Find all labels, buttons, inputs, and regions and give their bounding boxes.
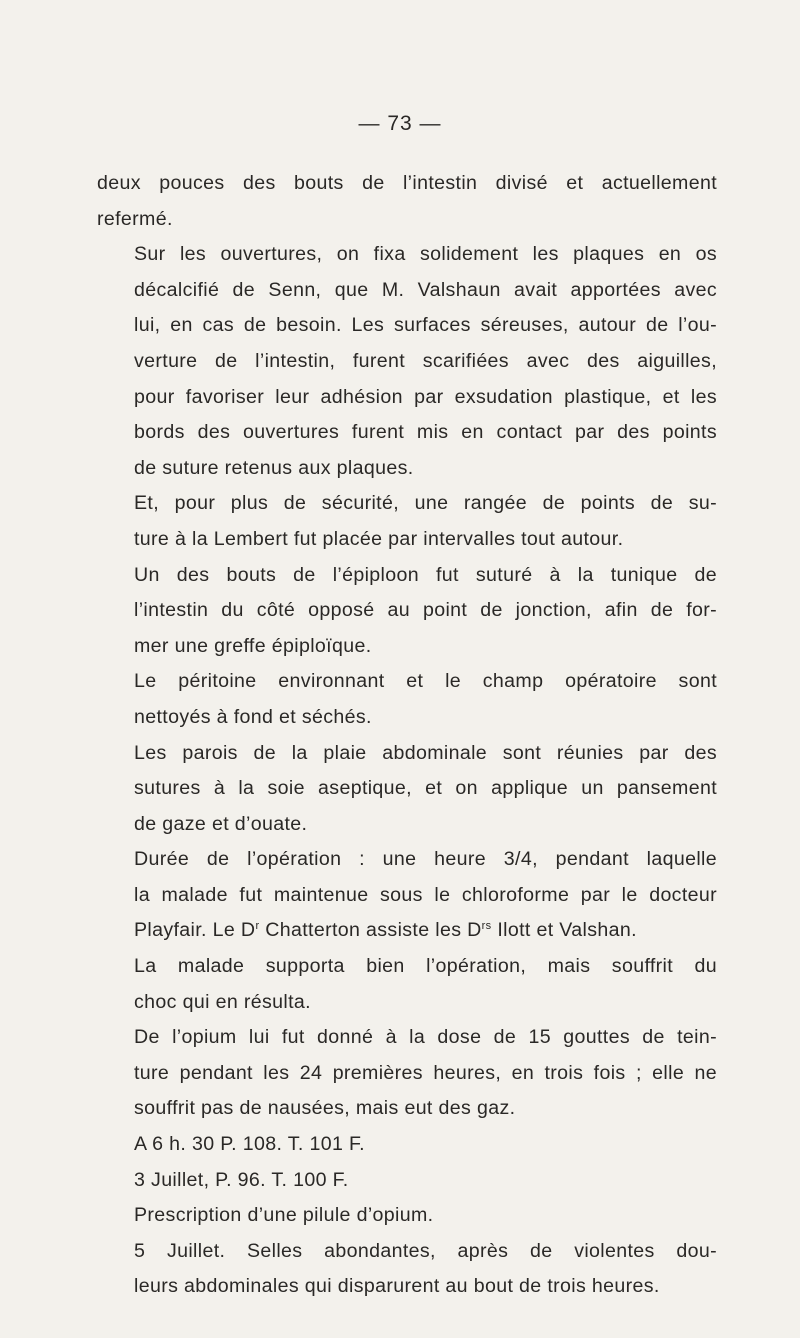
body-text bbox=[97, 166, 717, 1305]
text-line: La malade supporta bien l’opération, mais souffrit du bbox=[134, 955, 717, 978]
text-line: sutures à la soie aseptique, et on applique un pansement bbox=[134, 777, 717, 800]
text-line: 5 Juillet. Selles abondantes, après de violentes dou- bbox=[134, 1239, 717, 1262]
text-line: Playfair. Le $D^r$ Chatterton assiste les $D^{rs}$ Ilott et Valshan. bbox=[134, 919, 637, 942]
text-line: lui, en cas de besoin. Les surfaces séreuses, autour de l’ou- bbox=[134, 314, 717, 337]
paragraph bbox=[97, 949, 717, 1020]
paragraph bbox=[97, 1127, 717, 1163]
text-line: choc qui en résulta. bbox=[134, 990, 311, 1013]
text-line: ture pendant les 24 premières heures, en trois fois ; elle ne bbox=[134, 1061, 717, 1084]
text-line: mer une greffe épiploïque. bbox=[134, 634, 372, 657]
text-line: Prescription d’une pilule d’opium. bbox=[134, 1204, 434, 1227]
page-number: — 73 — bbox=[358, 112, 442, 135]
text-line: de gaze et d’ouate. bbox=[134, 812, 308, 835]
text-line: de suture retenus aux plaques. bbox=[134, 456, 414, 479]
paragraph bbox=[97, 1198, 717, 1234]
paragraph bbox=[97, 1234, 717, 1305]
paragraph bbox=[97, 736, 717, 843]
text-line: l’intestin du côté opposé au point de jonction, afin de for- bbox=[134, 599, 717, 622]
text-line: Un des bouts de l’épiploon fut suturé à la tunique de bbox=[134, 563, 717, 586]
text-line: deux pouces des bouts de l’intestin divisé et actuellement bbox=[97, 172, 717, 194]
text-line: refermé. bbox=[97, 207, 173, 230]
text-line: Et, pour plus de sécurité, une rangée de points de su- bbox=[134, 492, 717, 515]
text-line: souffrit pas de nausées, mais eut des gaz. bbox=[134, 1097, 516, 1120]
text-line: Durée de l’opération : une heure 3/4, pendant laquelle bbox=[134, 848, 717, 871]
text-line: Sur les ouvertures, on fixa solidement les plaques en os bbox=[134, 243, 717, 266]
text-line: Le péritoine environnant et le champ opératoire sont bbox=[134, 670, 717, 693]
paragraph bbox=[97, 558, 717, 665]
text-line: nettoyés à fond et séchés. bbox=[134, 705, 372, 728]
text-line: décalcifié de Senn, que M. Valshaun avait apportées avec bbox=[134, 278, 717, 301]
paragraph bbox=[97, 664, 717, 735]
text-line: A 6 h. 30 P. 108. T. 101 F. bbox=[134, 1133, 365, 1156]
text-line: ture à la Lembert fut placée par intervalles tout autour. bbox=[134, 527, 624, 550]
paragraph bbox=[97, 842, 717, 949]
text-line: la malade fut maintenue sous le chloroforme par le docteur bbox=[134, 883, 717, 906]
text-line: leurs abdominales qui disparurent au bout de trois heures. bbox=[134, 1275, 660, 1298]
text-line: De l’opium lui fut donné à la dose de 15 gouttes de tein- bbox=[134, 1026, 717, 1049]
paragraph bbox=[97, 1020, 717, 1127]
paragraph bbox=[97, 237, 717, 486]
text-line: bords des ouvertures furent mis en contact par des points bbox=[134, 421, 717, 444]
paragraph bbox=[97, 1163, 717, 1199]
text-line: 3 Juillet, P. 96. T. 100 F. bbox=[134, 1168, 349, 1191]
text-line: verture de l’intestin, furent scarifiées avec des aiguilles, bbox=[134, 349, 717, 372]
paragraph bbox=[97, 166, 717, 237]
paragraph bbox=[97, 486, 717, 557]
text-line: Les parois de la plaie abdominale sont réunies par des bbox=[134, 741, 717, 764]
text-line: pour favoriser leur adhésion par exsudation plastique, et les bbox=[134, 385, 717, 408]
